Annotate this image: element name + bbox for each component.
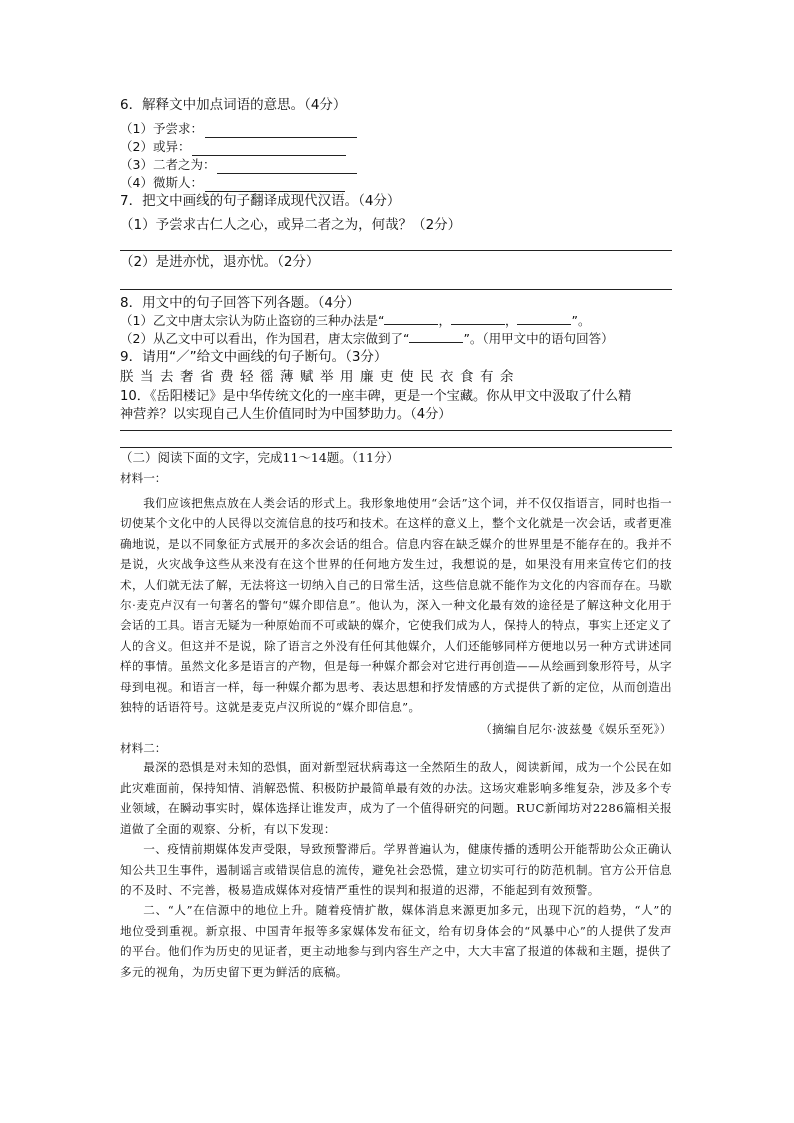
q8-sub-2: [120, 330, 672, 348]
answer-blank[interactable]: [409, 330, 463, 343]
material-2-paragraph-1: 最深的恐惧是对未知的恐惧，面对新型冠状病毒这一全然陌生的敌人，阅读新闻，成为一个公民在如此灾难面前，保持知情、消解恐慌、积极防护最简单最有效的办法。这场灾难影响多维复杂，涉及多个专业领域，在瞬动事实时，媒体选择让谁发声，成为了一个值得研究的问题。RUC新闻坊对2286篇相关报道做了全面的观察、分析，有以下发现：: [120, 760, 672, 836]
material-2-paragraph-3: 二、“人”在信源中的地位上升。随着疫情扩散，媒体消息来源更加多元，出现下沉的趋势，“人”的地位受到重视。新京报、中国青年报等多家媒体发布征文，给有切身体会的“风暴中心”的人提供了发声的平台。他们作为历史的见证者，更主动地参与到内容生产之中，大大丰富了报道的体裁和主题，提供了多元的视角，为历史留下更为鲜活的底稿。: [120, 903, 672, 979]
q6-item-1: [120, 120, 672, 138]
q6-item-label: （4）微斯人：: [120, 175, 203, 190]
q9-title: 9．请用“／”给文中画线的句子断句。（3分）: [120, 349, 388, 365]
q6-title: 6．解释文中加点词语的意思。（4分）: [120, 97, 347, 113]
answer-blank[interactable]: [217, 160, 357, 174]
q6-item-label: （1）予尝求：: [120, 121, 203, 136]
q8-sub-1: [120, 312, 672, 330]
q6-item-4: [120, 174, 672, 192]
q8-sub-1-text: （1）乙文中唐太宗认为防止盗窃的三种办法是“: [120, 313, 385, 328]
material-2-label: 材料二：: [120, 741, 167, 756]
answer-blank[interactable]: [205, 124, 357, 138]
q7-title: 7．把文中画线的句子翻译成现代汉语。（4分）: [120, 193, 401, 209]
answer-blank[interactable]: [517, 312, 571, 325]
comma: ，: [504, 313, 518, 328]
comma: ，: [438, 313, 451, 328]
section-title: （二）阅读下面的文字，完成11～14题。（11分）: [120, 450, 399, 465]
q10-line-1: 10．《岳阳楼记》是中华传统文化的一座丰碑，更是一个宝藏。你从甲文中汲取了什么精: [120, 389, 632, 404]
q6-item-3: [120, 156, 672, 174]
q7-sentence-2: （2）是进亦忧，退亦忧。（2分）: [120, 254, 320, 270]
answer-blank[interactable]: [451, 312, 505, 325]
answer-blank[interactable]: [205, 178, 345, 192]
material-1-text: 我们应该把焦点放在人类会话的形式上。我形象地使用“会话”这个词，并不仅仅指语言，同时也指一切使某个文化中的人民得以交流信息的技巧和技术。在这样的意义上，整个文化就是一次会话，或者更准确地说，是以不同象征方式展开的多次会话的组合。信息内容在缺乏媒介的世界里是不能存在的。我并不是说，火灾战争这些从来没有在这个世界的任何地方发生过，我想说的是，如果没有用来宣传它们的技术，人们就无法了解，无法将这一切纳入自己的日常生活，这些信息就不能作为文化的内容而存在。马歇尔·麦克卢汉有一句著名的警句“媒介即信息”。他认为，深入一种文化最有效的途径是了解这种文化用于会话的工具。语言无疑为一种原始而不可或缺的媒介，它使我们成为人，保持人的特点，事实上还定义了人的含义。但这并不是说，除了语言之外没有任何其他媒介，人们还能够同样方便地以另一种方式讲述同样的事情。虽然文化多是语言的产物，但是每一种媒介都会对它进行再创造——从绘画到象形符号，从字母到电视。和语言一样，每一种媒介都为思考、表达思想和抒发情感的方式提供了新的定位，从而创造出独特的话语符号。这就是麦克卢汉所说的“媒介即信息”。: [120, 496, 672, 715]
answer-blank[interactable]: [384, 312, 438, 325]
q7-sentence-1: （1）予尝求古仁人之心，或异二者之为，何哉？（2分）: [120, 217, 462, 233]
q9-sentence: 朕当去奢省费轻徭薄赋举用廉吏使民衣食有余: [120, 369, 520, 385]
q8-title: 8．用文中的句子回答下列各题。（4分）: [120, 295, 360, 311]
q6-item-label: （2）或异：: [120, 139, 191, 154]
material-1-source: （摘编自尼尔·波兹曼《娱乐至死》）: [480, 722, 672, 737]
q10-line-2: 神营养？以实现自己人生价值同时为中国梦助力。（4分）: [120, 407, 452, 422]
q6-item-label: （3）二者之为：: [120, 157, 216, 172]
q8-sub-2-end: ”。（用甲文中的语句回答）: [463, 331, 614, 346]
material-1-label: 材料一：: [120, 471, 167, 485]
q8-sub-2-text: （2）从乙文中可以看出，作为国君，唐太宗做到了“: [120, 331, 410, 346]
exam-page: [120, 96, 672, 982]
answer-line[interactable]: [120, 447, 672, 448]
material-2-paragraph-2: 一、疫情前期媒体发声受限，导致预警滞后。学界普遍认为，健康传播的透明公开能帮助公众正确认知公共卫生事件，遏制谣言或错误信息的流传，避免社会恐慌，建立切实可行的防范机制。官方公开信息的不及时、不完善，极易造成媒体对疫情严重性的误判和报道的迟滞，不能起到有效预警。: [120, 842, 672, 897]
q6-item-2: [120, 138, 672, 156]
closing-quote: ”。: [571, 313, 591, 328]
answer-blank[interactable]: [192, 142, 346, 156]
